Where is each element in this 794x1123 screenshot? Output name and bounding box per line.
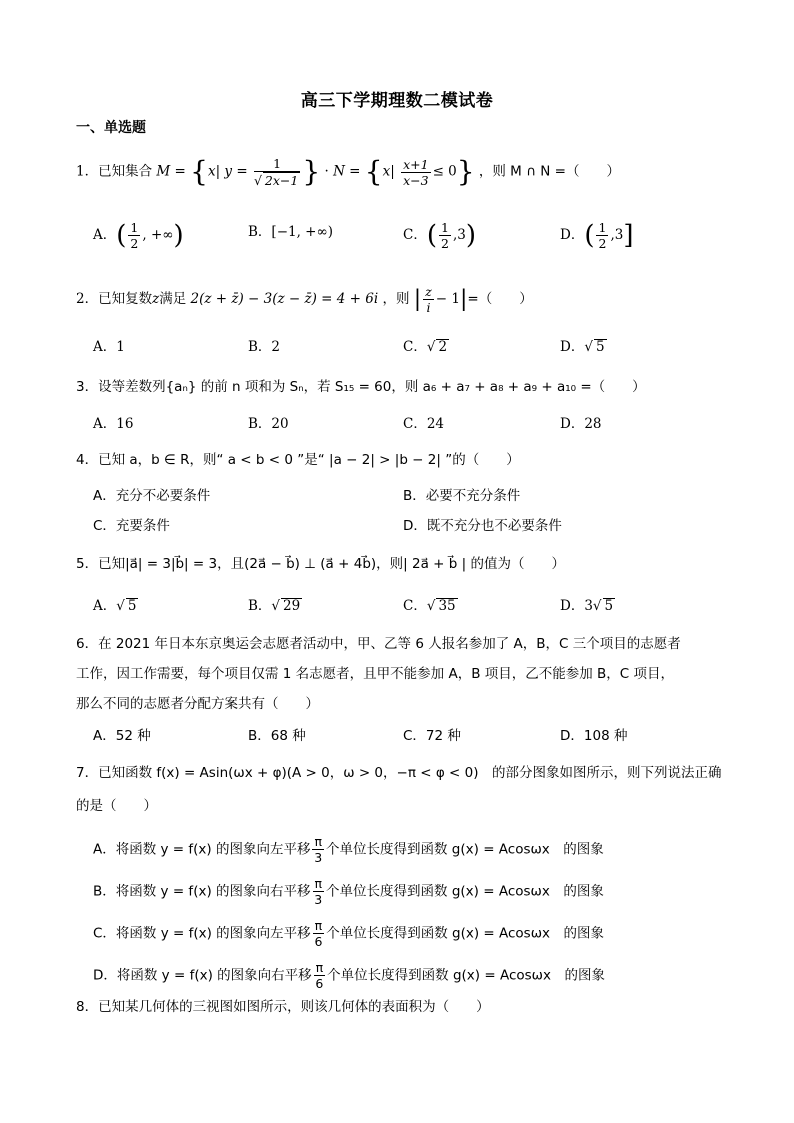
q1-set-n-fraction: $\frac{x+1}{x-3}$ <box>403 156 429 188</box>
q2-equation: 2(z + z̄) − 3(z − z̄) = 4 + 6i <box>190 291 379 307</box>
q7-option-b[interactable]: B．将函数 y = f(x) 的图象向右平移 $\frac{\pi}{3}$ 个单位长度得到函数 g(x) = Acosωx 的图象 <box>93 876 604 907</box>
q5-option-c[interactable]: C．√ 35 <box>403 598 456 614</box>
q2-option-b[interactable]: B．2 <box>248 339 281 355</box>
question-6-line-2: 工作，因工作需要，每个项目仅需 1 名志愿者，且甲不能参加 A，B 项目，乙不能参加 B，C 项目， <box>76 666 675 682</box>
q1-option-a[interactable]: A．( $\frac{1}{2}$ , +∞) <box>93 220 184 251</box>
q3-option-a[interactable]: A．16 <box>93 416 134 432</box>
q5-option-b[interactable]: B．√ 29 <box>248 598 301 614</box>
question-8: 8．已知某几何体的三视图如图所示，则该几何体的表面积为（ ） <box>76 999 490 1015</box>
question-6-line-3: 那么不同的志愿者分配方案共有（ ） <box>76 696 319 712</box>
question-1: 1．已知集合 M = {x| y = $\frac{1}{√ 2x-1}$ } · N = {x| $\frac{x+1}{x-3}$ ≤ 0} ，则 M ∩ N =（ ） <box>76 155 620 188</box>
q5-option-d[interactable]: D．3√ 5 <box>560 598 614 614</box>
q2-option-a[interactable]: A．1 <box>93 339 125 355</box>
question-7-line-2: 的是（ ） <box>76 798 157 814</box>
q3-option-b[interactable]: B．20 <box>248 416 289 432</box>
q6-option-c[interactable]: C．72 种 <box>403 728 461 744</box>
q1-option-d[interactable]: D．( $\frac{1}{2}$ ,3] <box>560 220 634 251</box>
q1-set-m-open: x| y = <box>207 163 248 180</box>
q6-option-a[interactable]: A．52 种 <box>93 728 151 744</box>
q2-option-d[interactable]: D．√ 5 <box>560 339 605 355</box>
q7-option-d[interactable]: D．将函数 y = f(x) 的图象向右平移 $\frac{\pi}{6}$ 个单位长度得到函数 g(x) = Acosωx 的图象 <box>93 960 605 991</box>
question-4: 4．已知 a，b ∈ R，则“ a < b < 0 ”是“ |a − 2| > |b − 2| ”的（ ） <box>76 452 520 468</box>
q2-option-c[interactable]: C．√ 2 <box>403 339 448 355</box>
section-heading: 一、单选题 <box>76 120 146 136</box>
q5-option-a[interactable]: A．√ 5 <box>93 598 137 614</box>
q1-prefix: 已知集合 <box>98 163 153 180</box>
q4-option-d[interactable]: D．既不充分也不必要条件 <box>403 518 562 534</box>
exam-title: 高三下学期理数二模试卷 <box>300 91 494 111</box>
q3-option-d[interactable]: D．28 <box>560 416 602 432</box>
q1-tail: ，则 M ∩ N =（ ） <box>478 163 620 180</box>
question-2: 2．已知复数z满足 2(z + z̄) − 3(z − z̄) = 4 + 6i ，则 | $\frac{z}{i}$ − 1|=（ ） <box>76 284 533 315</box>
q1-option-c[interactable]: C．( $\frac{1}{2}$ ,3) <box>403 220 476 251</box>
q4-option-b[interactable]: B．必要不充分条件 <box>403 488 521 504</box>
q1-set-m-name: M <box>156 163 171 180</box>
q1-option-b[interactable]: B．[−1, +∞) <box>248 224 333 240</box>
q4-option-a[interactable]: A．充分不必要条件 <box>93 488 211 504</box>
q3-option-c[interactable]: C．24 <box>403 416 445 432</box>
q6-option-d[interactable]: D．108 种 <box>560 728 628 744</box>
q1-number: 1． <box>76 163 99 180</box>
question-3: 3．设等差数列{aₙ} 的前 n 项和为 Sₙ，若 S₁₅ = 60，则 a₆ + a₇ + a₈ + a₉ + a₁₀ =（ ） <box>76 379 646 395</box>
question-6-line-1: 6．在 2021 年日本东京奥运会志愿者活动中，甲、乙等 6 人报名参加了 A，B，C 三个项目的志愿者 <box>76 636 681 652</box>
q6-option-b[interactable]: B．68 种 <box>248 728 306 744</box>
q7-option-c[interactable]: C．将函数 y = f(x) 的图象向左平移 $\frac{\pi}{6}$ 个单位长度得到函数 g(x) = Acosωx 的图象 <box>93 918 604 949</box>
question-7-line-1: 7．已知函数 f(x) = Asin(ωx + φ)(A > 0，ω > 0，−π < φ < 0) 的部分图象如图所示，则下列说法正确 <box>76 765 722 781</box>
q7-option-a[interactable]: A．将函数 y = f(x) 的图象向左平移 $\frac{\pi}{3}$ 个单位长度得到函数 g(x) = Acosωx 的图象 <box>93 834 604 865</box>
q4-option-c[interactable]: C．充要条件 <box>93 518 170 534</box>
q1-set-n-name: N <box>333 163 345 180</box>
q1-set-m-fraction: $\frac{1}{√ 2x-1}$ <box>253 156 299 188</box>
question-5: 5．已知|a⃗| = 3|b⃗| = 3，且(2a⃗ − b⃗) ⊥ (a⃗ + 4b⃗)，则| 2a⃗ + b⃗ | 的值为（ ） <box>76 556 565 572</box>
